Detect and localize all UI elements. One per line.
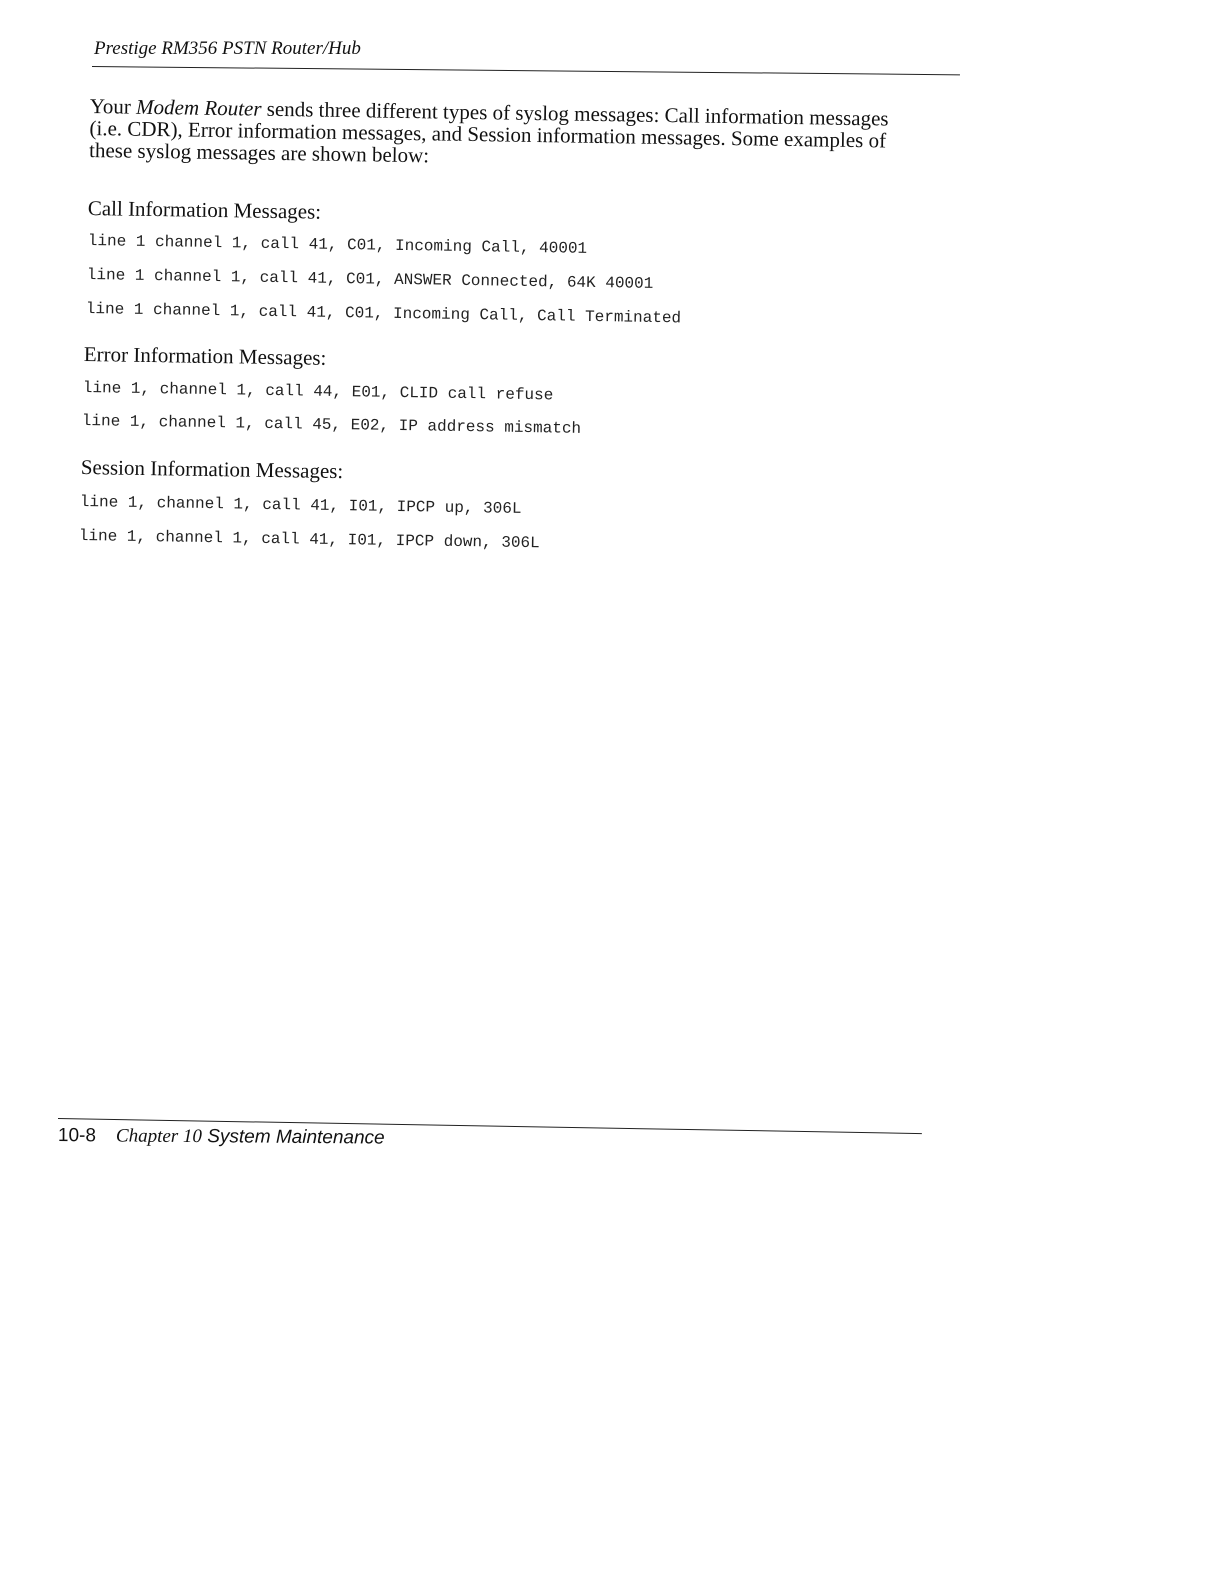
header-rule [92,66,960,75]
intro-text-start: Your [89,94,137,119]
intro-product-name: Modem Router [135,94,262,121]
page-number: 10-8 [57,1125,97,1147]
intro-text-rest: sends three different types of syslog messages: Call information messages (i.e. CDR), Error information messages, and Session information messages. Some examples of these syslog messages are shown below: [88,96,889,168]
call-log-line-1: line 1 channel 1, call 41, C01, Incoming Call, 40001 [87,232,588,258]
session-info-heading: Session Information Messages: [80,455,344,484]
session-log-line-1: line 1, channel 1, call 41, I01, IPCP up, 306L [79,493,522,518]
chapter-label: Chapter 10 [115,1125,203,1148]
session-log-line-2: line 1, channel 1, call 41, I01, IPCP down, 306L [78,527,540,553]
call-info-heading: Call Information Messages: [87,196,322,224]
chapter-title: System Maintenance [201,1126,385,1149]
call-log-line-3: line 1 channel 1, call 41, C01, Incoming Call, Call Terminated [85,300,682,328]
error-log-line-2: line 1, channel 1, call 45, E02, IP address mismatch [81,412,582,438]
error-log-line-1: line 1, channel 1, call 44, E01, CLID call refuse [82,379,554,405]
intro-paragraph [89,95,920,174]
page-header-title: Prestige RM356 PSTN Router/Hub [94,38,361,59]
page-footer [58,1125,385,1150]
call-log-line-2: line 1 channel 1, call 41, C01, ANSWER Connected, 64K 40001 [86,266,654,293]
error-info-heading: Error Information Messages: [83,342,327,370]
